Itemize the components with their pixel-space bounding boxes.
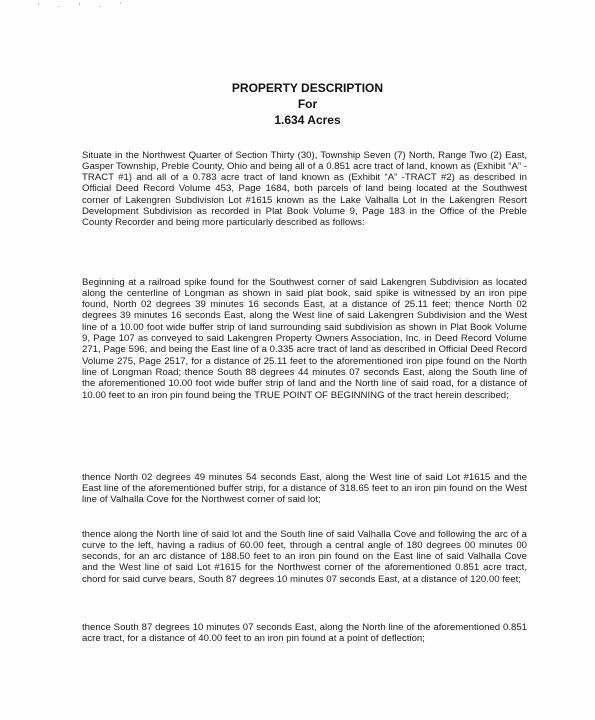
- paragraph-beginning: Beginning at a railroad spike found for the Southwest corner of said Lakengren Subdivision as located along the centerline of Longman as shown in said plat book, said spike is witnessed by an iron pipe found, North 02 degrees 39 minutes 16 seconds East, at a distance of 25.11 feet; thence North 02 degrees 39 minutes 16 seconds East, along the West line of said Lakengren Subdivision and the West line of a 10.00 foot wide buffer strip of land surrounding said subdivision as shown in Plat Book Volume 9, Page 107 as conveyed to said Lakengren Property Owners Association, Inc. in Deed Record Volume 271, Page 596, and being the East line of a 0.335 acre tract of land as described in Official Deed Record Volume 275, Page 2517, for a distance of 25.11 feet to the aforementioned iron pipe found on the North line of Longman Road; thence South 88 degrees 44 minutes 07 seconds East, along the South line of the aforementioned 10.00 foot wide buffer strip of land and the North line of said road, for a distance of 10.00 feet to an iron pin found being the TRUE POINT OF BEGINNING of the tract herein described;: [82, 276, 527, 401]
- paragraph-thence-north: thence North 02 degrees 49 minutes 54 seconds East, along the West line of said Lot #1615 and the East line of the aforementioned buffer strip, for a distance of 318.65 feet to an iron pin found on the West line of Valhalla Cove for the Northwest corner of said lot;: [82, 471, 527, 506]
- paragraph-situate: Situate in the Northwest Quarter of Section Thirty (30), Township Seven (7) North, Range Two (2) East, Gasper Township, Preble County, Ohio and being all of a 0.851 acre tract of land, known as (Exhibit “A” - TRACT #1) and all of a 0.783 acre tract of land known as (Exhibit “A” -TRACT #2) as described in Official Deed Record Volume 453, Page 1684, both parcels of land being located at the Southwest corner of Lakengren Subdivision Lot #1615 known as the Lake Valhalla Lot in the Lakengren Resort Development Subdivision as recorded in Plat Book Volume 9, Page 183 in the Office of the Preble County Recorder and being more particularly described as follows:: [82, 149, 527, 229]
- document-subtitle-for: For: [297, 97, 318, 111]
- paragraph-thence-along-north-line: thence along the North line of said lot and the South line of said Valhalla Cove and following the arc of a curve to the left, having a radius of 60.00 feet, through a central angle of 180 degrees 00 minutes 00 seconds, for an arc distance of 188.50 feet to an iron pin found on the East line of said Valhalla Cove and the West line of said Lot #1615 for the Northwest corner of the aforementioned 0.851 acre tract, chord for said curve bears, South 87 degrees 10 minutes 07 seconds East, at a distance of 120.00 feet;: [82, 528, 527, 585]
- document-title: PROPERTY DESCRIPTION: [231, 81, 384, 95]
- title-block: [0, 80, 595, 128]
- document-subtitle-acres: 1.634 Acres: [274, 113, 341, 127]
- paragraph-thence-south: thence South 87 degrees 10 minutes 07 seconds East, along the North line of the aforementioned 0.851 acre tract, for a distance of 40.00 feet to an iron pin found at a point of deflection;: [82, 621, 527, 644]
- scan-specks: ' · ' · `: [38, 2, 130, 11]
